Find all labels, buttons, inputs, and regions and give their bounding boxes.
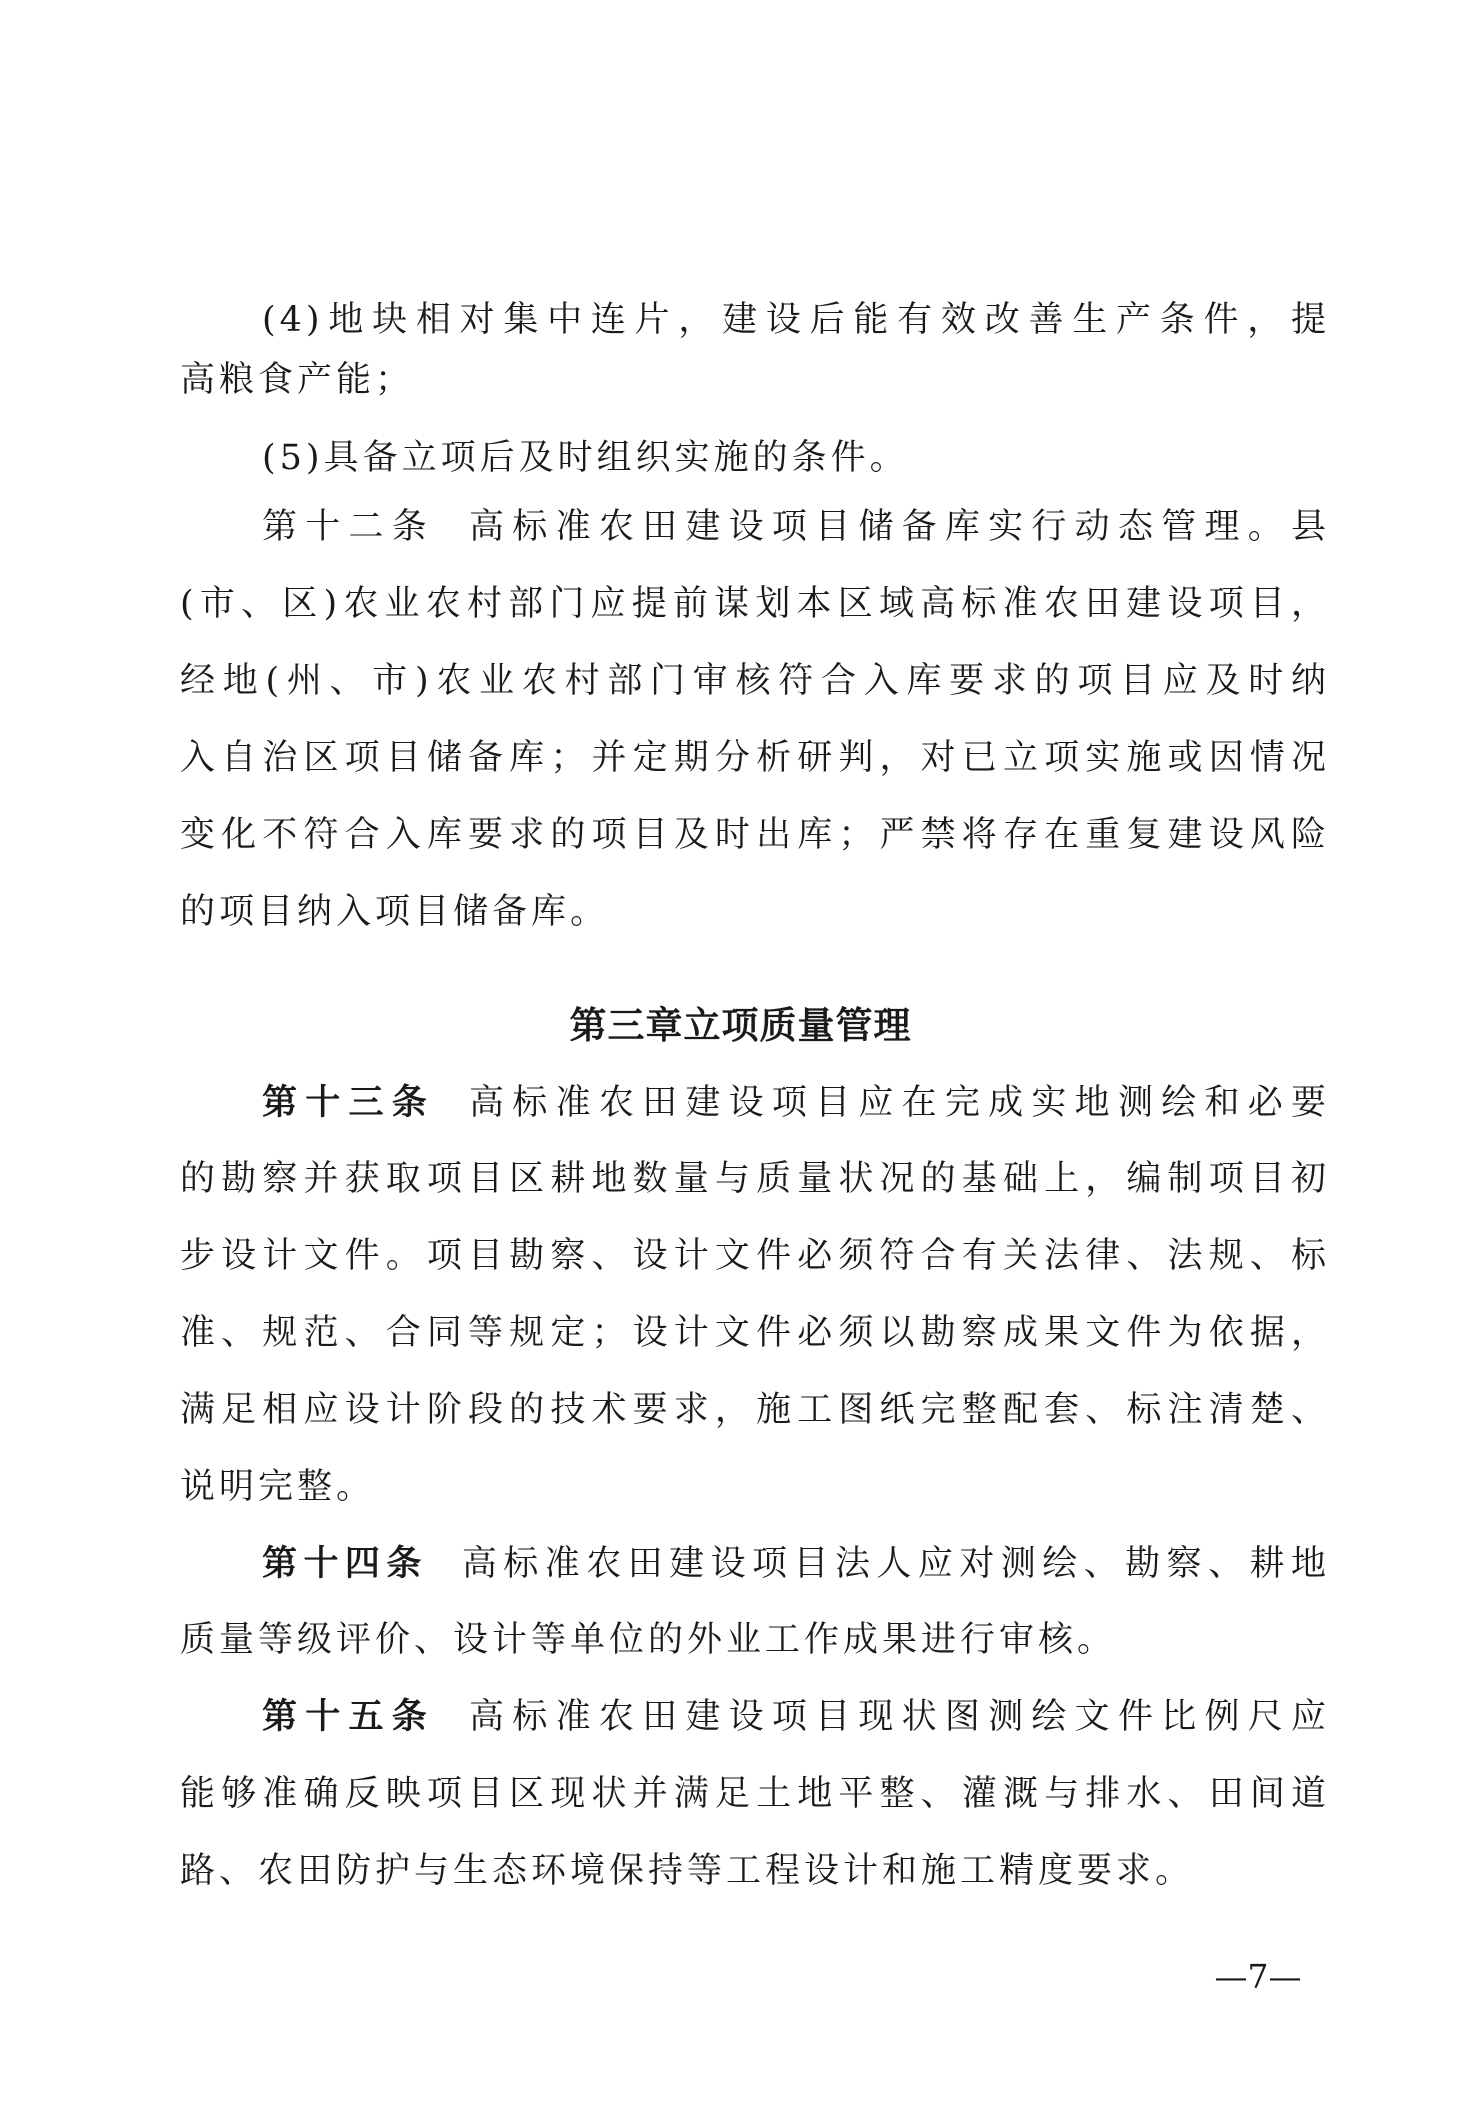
article-15-line-2: 能够准确反映项目区现状并满足土地平整、灌溉与排水、田间道 xyxy=(180,1774,1330,1814)
article-12-label: 第十二条 xyxy=(262,507,436,547)
item-4-line-2: 高粮食产能； xyxy=(180,360,415,400)
article-15-label: 第十五条 xyxy=(262,1697,436,1737)
article-12-line-6: 的项目纳入项目储备库。 xyxy=(180,892,610,932)
article-14-line-1 xyxy=(262,1544,1330,1584)
item-5-line: (5)具备立项后及时组织实施的条件。 xyxy=(262,438,909,478)
article-13-label: 第十三条 xyxy=(262,1083,436,1123)
article-13-line-1 xyxy=(262,1083,1330,1123)
article-14-label: 第十四条 xyxy=(262,1544,428,1584)
article-12-line-5: 变化不符合入库要求的项目及时出库；严禁将存在重复建设风险 xyxy=(180,815,1330,855)
article-13-line-4: 准、规范、合同等规定；设计文件必须以勘察成果文件为依据， xyxy=(180,1313,1330,1353)
page-number: —7— xyxy=(1214,1957,1302,1996)
article-14-text-1: 高标准农田建设项目法人应对测绘、勘察、耕地 xyxy=(461,1544,1330,1584)
article-12-line-4: 入自治区项目储备库；并定期分析研判，对已立项实施或因情况 xyxy=(180,738,1330,778)
article-15-line-3: 路、农田防护与生态环境保持等工程设计和施工精度要求。 xyxy=(180,1851,1195,1891)
item-4-line-1: (4)地块相对集中连片，建设后能有效改善生产条件，提 xyxy=(262,300,1330,340)
article-13-line-2: 的勘察并获取项目区耕地数量与质量状况的基础上，编制项目初 xyxy=(180,1159,1330,1199)
article-15-line-1 xyxy=(262,1697,1330,1737)
article-13-line-5: 满足相应设计阶段的技术要求，施工图纸完整配套、标注清楚、 xyxy=(180,1390,1330,1430)
article-12-line-1 xyxy=(262,507,1330,547)
article-14-line-2: 质量等级评价、设计等单位的外业工作成果进行审核。 xyxy=(180,1620,1117,1660)
article-12-line-3: 经地(州、市)农业农村部门审核符合入库要求的项目应及时纳 xyxy=(180,661,1330,701)
article-12-text-1: 高标准农田建设项目储备库实行动态管理。县 xyxy=(469,507,1330,547)
chapter-title: 第三章立项质量管理 xyxy=(569,1004,912,1047)
article-12-line-2: (市、区)农业农村部门应提前谋划本区域高标准农田建设项目， xyxy=(180,584,1330,624)
article-15-text-1: 高标准农田建设项目现状图测绘文件比例尺应 xyxy=(469,1697,1330,1737)
article-13-line-3: 步设计文件。项目勘察、设计文件必须符合有关法律、法规、标 xyxy=(180,1236,1330,1276)
article-13-line-6: 说明完整。 xyxy=(180,1467,376,1507)
article-13-text-1: 高标准农田建设项目应在完成实地测绘和必要 xyxy=(469,1083,1330,1123)
